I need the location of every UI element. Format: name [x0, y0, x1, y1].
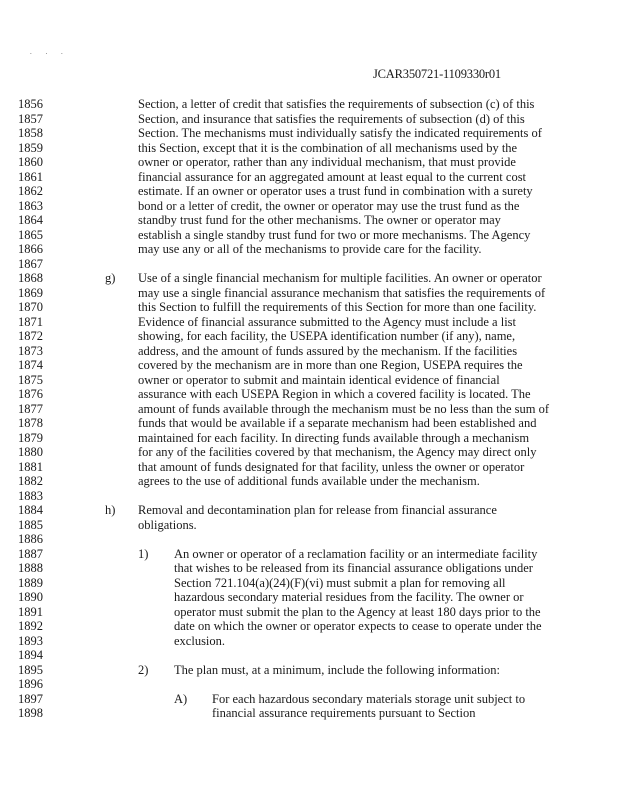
text-line: [0, 706, 618, 720]
text-line: [0, 677, 618, 691]
line-text: address, and the amount of funds assured by the mechanism. If the facilities: [138, 343, 518, 358]
line-number: 1877: [18, 401, 43, 416]
text-line: [0, 112, 618, 126]
line-number: 1875: [18, 372, 43, 387]
line-text: owner or operator to submit and maintain identical evidence of financial: [138, 372, 500, 387]
line-number: 1861: [18, 169, 43, 184]
line-number: 1885: [18, 517, 43, 532]
line-text: for any of the facilities covered by that mechanism, the Agency may direct only: [138, 445, 537, 459]
line-text: Section 721.104(a)(24)(F)(vi) must submit a plan for removing all: [174, 575, 506, 590]
line-text: Section. The mechanisms must individually satisfy the indicated requirements of: [138, 126, 542, 140]
scan-specks: . . .: [30, 48, 69, 56]
line-text: this Section to fulfill the requirements of this Section for more than one facility.: [138, 300, 537, 314]
line-number: 1868: [18, 271, 43, 285]
line-text: estimate. If an owner or operator uses a trust fund in combination with a surety: [138, 184, 533, 198]
document-id: JCAR350721-1109330r01: [373, 67, 501, 81]
text-line: [0, 228, 618, 242]
subsection-label: g): [105, 271, 116, 285]
text-line: [0, 286, 618, 300]
line-text: agrees to the use of additional funds available under the mechanism.: [138, 474, 480, 488]
line-number: 1880: [18, 445, 43, 459]
text-line: [0, 257, 618, 271]
text-line: [0, 242, 618, 256]
line-number: 1896: [18, 677, 43, 691]
line-text: covered by the mechanism are in more than one Region, USEPA requires the: [138, 358, 523, 372]
line-number: 1895: [18, 662, 43, 677]
line-number: 1867: [18, 256, 43, 271]
text-line: [0, 576, 618, 590]
line-number: 1881: [18, 459, 43, 474]
text-line: [0, 170, 618, 184]
text-line: [0, 199, 618, 213]
line-number: 1862: [18, 184, 43, 198]
line-number: 1878: [18, 416, 43, 430]
line-text: date on which the owner or operator expects to cease to operate under the: [174, 619, 542, 633]
line-text: owner or operator, rather than any individual mechanism, that must provide: [138, 155, 516, 169]
text-line: [0, 315, 618, 329]
text-line: [0, 547, 618, 561]
line-number: 1892: [18, 619, 43, 633]
text-line: [0, 402, 618, 416]
text-line: [0, 126, 618, 140]
line-number: 1894: [18, 648, 43, 662]
text-line: [0, 97, 618, 111]
line-text: For each hazardous secondary materials storage unit subject to: [212, 691, 526, 706]
line-number: 1860: [18, 155, 43, 169]
subsection-label: A): [174, 691, 188, 706]
text-line: [0, 590, 618, 604]
line-text: Section, and insurance that satisfies the requirements of subsection (d) of this: [138, 111, 525, 126]
line-number: 1872: [18, 329, 43, 343]
line-text: maintained for each facility. In directing funds available through a mechanism: [138, 430, 530, 445]
line-number: 1864: [18, 213, 43, 227]
text-line: [0, 489, 618, 503]
line-number: 1882: [18, 474, 43, 488]
line-number: 1883: [18, 488, 43, 503]
text-line: [0, 387, 618, 401]
line-number: 1874: [18, 358, 43, 372]
line-text: may use a single financial assurance mechanism that satisfies the requirements of: [138, 285, 546, 300]
line-number: 1890: [18, 590, 43, 604]
text-line: [0, 431, 618, 445]
line-text: that amount of funds designated for that facility, unless the owner or operator: [138, 459, 525, 474]
line-text: establish a single standby trust fund for two or more mechanisms. The Agency: [138, 227, 531, 242]
text-line: [0, 155, 618, 169]
line-number: 1897: [18, 691, 43, 706]
line-number: 1898: [18, 706, 43, 720]
text-line: [0, 503, 618, 517]
line-text: this Section, except that it is the combination of all mechanisms used by the: [138, 140, 518, 155]
subsection-label: h): [105, 503, 116, 517]
line-number: 1856: [18, 97, 43, 111]
line-text: Use of a single financial mechanism for multiple facilities. An owner or operator: [138, 271, 542, 285]
line-text: Evidence of financial assurance submitted to the Agency must include a list: [138, 314, 517, 329]
text-line: [0, 663, 618, 677]
line-text: hazardous secondary material residues from the facility. The owner or: [174, 590, 524, 604]
line-number: 1889: [18, 575, 43, 590]
line-text: operator must submit the plan to the Agency at least 180 days prior to the: [174, 604, 541, 619]
line-number: 1886: [18, 532, 43, 546]
text-line: [0, 532, 618, 546]
line-text: obligations.: [138, 517, 197, 532]
line-number: 1888: [18, 561, 43, 575]
line-number: 1887: [18, 546, 43, 561]
line-text: amount of funds available through the mechanism must be no less than the sum of: [138, 401, 550, 416]
text-line: [0, 344, 618, 358]
text-line: [0, 141, 618, 155]
text-line: [0, 358, 618, 372]
text-line: [0, 648, 618, 662]
line-text: that wishes to be released from its financial assurance obligations under: [174, 561, 533, 575]
line-number: 1869: [18, 285, 43, 300]
line-text: financial assurance for an aggregated amount at least equal to the current cost: [138, 169, 527, 184]
text-line: [0, 460, 618, 474]
line-text: An owner or operator of a reclamation facility or an intermediate facility: [174, 546, 538, 561]
line-text: showing, for each facility, the USEPA identification number (if any), name,: [138, 329, 516, 343]
line-number: 1879: [18, 430, 43, 445]
text-line: [0, 271, 618, 285]
line-text: funds that would be available if a separate mechanism had been established and: [138, 416, 537, 430]
text-line: [0, 213, 618, 227]
line-text: exclusion.: [174, 633, 226, 648]
text-line: [0, 518, 618, 532]
text-line: [0, 184, 618, 198]
text-line: [0, 561, 618, 575]
line-text: The plan must, at a minimum, include the following information:: [174, 662, 500, 677]
line-number: 1871: [18, 314, 43, 329]
text-line: [0, 445, 618, 459]
line-text: Removal and decontamination plan for release from financial assurance: [138, 503, 497, 517]
subsection-label: 2): [138, 662, 149, 677]
text-line: [0, 474, 618, 488]
text-line: [0, 373, 618, 387]
line-text: assurance with each USEPA Region in which a covered facility is located. The: [138, 387, 531, 401]
line-number: 1893: [18, 633, 43, 648]
line-number: 1859: [18, 140, 43, 155]
line-text: bond or a letter of credit, the owner or operator may use the trust fund as the: [138, 198, 520, 213]
line-text: financial assurance requirements pursuant to Section: [212, 706, 476, 720]
text-line: [0, 329, 618, 343]
subsection-label: 1): [138, 546, 149, 561]
text-line: [0, 605, 618, 619]
line-number: 1876: [18, 387, 43, 401]
line-text: may use any or all of the mechanisms to provide care for the facility.: [138, 242, 482, 256]
line-number: 1870: [18, 300, 43, 314]
line-text: Section, a letter of credit that satisfies the requirements of subsection (c) of this: [138, 97, 535, 111]
line-number: 1873: [18, 343, 43, 358]
text-line: [0, 692, 618, 706]
line-number: 1891: [18, 604, 43, 619]
line-number: 1858: [18, 126, 43, 140]
line-number: 1865: [18, 227, 43, 242]
text-line: [0, 634, 618, 648]
text-line: [0, 619, 618, 633]
line-number: 1863: [18, 198, 43, 213]
line-number: 1884: [18, 503, 43, 517]
text-line: [0, 416, 618, 430]
line-text: standby trust fund for the other mechanisms. The owner or operator may: [138, 213, 501, 227]
text-line: [0, 300, 618, 314]
line-number: 1857: [18, 111, 43, 126]
line-number: 1866: [18, 242, 43, 256]
